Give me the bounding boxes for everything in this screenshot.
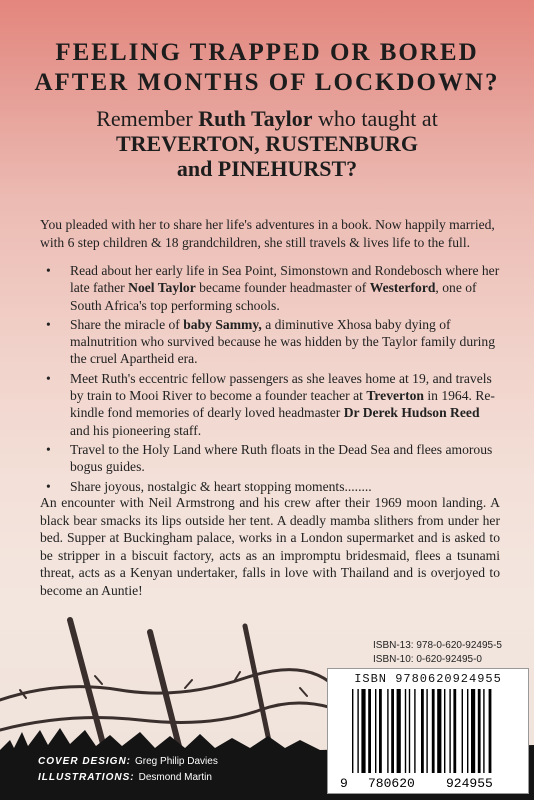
bullet-bold: Westerford [369, 280, 436, 296]
cover-design-label: COVER DESIGN: [38, 756, 132, 767]
illustrations-label: ILLUSTRATIONS: [38, 772, 135, 783]
subheading [0, 106, 534, 181]
bullet-text: Share joyous, nostalgic & heart stopping moments........ [70, 478, 372, 494]
bullet-text: and his pioneering staff. [70, 422, 202, 438]
bullet-text: Meet Ruth's eccentric fellow passengers as she leaves home at 19, and travels by train to Mooi River to become a founder teacher at [70, 370, 492, 404]
list-item [40, 262, 500, 314]
list-item [40, 441, 500, 476]
list-item [40, 316, 500, 368]
bullet-bold: Dr Derek Hudson Reed [343, 405, 480, 421]
bullet-text: Read about her early life in Sea Point, Simonstown and Rondebosch where her late father [70, 263, 500, 296]
bullet-bold: baby Sammy, [183, 316, 262, 332]
headline-line-1: FEELING TRAPPED OR BORED [55, 39, 479, 66]
bullet-text: , one of South Africa's top performing schools. [70, 280, 477, 313]
illustrations-name: Desmond Martin [138, 772, 212, 783]
bullet-text: Travel to the Holy Land where Ruth floats in the Dead Sea and flees amorous bogus guides. [70, 441, 493, 475]
barcode-group-1: 780620 [368, 776, 415, 791]
bullet-bold: Noel Taylor [128, 280, 196, 296]
barcode-box [327, 668, 529, 794]
cover-design-name: Greg Philip Davies [135, 756, 218, 767]
schools-line-1: TREVERTON, RUSTENBURG [116, 131, 418, 156]
barcode-digit-0: 9 [340, 776, 348, 791]
highlights-list [40, 262, 500, 497]
schools-line-2: and PINEHURST? [176, 156, 358, 181]
outro-paragraph: An encounter with Neil Armstrong and his crew after their 1969 moon landing. A black bear smacks its lips outside her tent. A deadly mamba slithers from under her bed. Supper at Buckingham palace, works in a London supermarket and is asked to be stripper in a biscuit factory, acts as an impromptu bridesmaid, flees a tsunami threat, acts as a Kenyan undertaker, falls in love with Thailand and is overjoyed to become an Auntie! [40, 495, 500, 598]
subheading-post: who taught at [312, 106, 438, 131]
list-item [40, 478, 500, 495]
headline-line-2: AFTER MONTHS OF LOCKDOWN? [34, 69, 500, 96]
intro-paragraph: You pleaded with her to share her life's adventures in a book. Now happily married, with 6 step children & 18 grandchildren, she still travels & lives life to the full. [40, 217, 495, 250]
isbn-10: ISBN-10: 0-620-92495-0 [373, 654, 482, 665]
barcode-group-2: 924955 [446, 776, 493, 791]
barcode-isbn-label: ISBN 9780620924955 [354, 672, 502, 686]
isbn-13: ISBN-13: 978-0-620-92495-5 [373, 640, 502, 651]
list-item [40, 370, 500, 439]
cover-design-credit [38, 756, 218, 767]
bullet-text: in 1964. Re-kindle fond memories of dearly loved headmaster [70, 388, 495, 421]
bullet-text: became founder headmaster of [195, 280, 370, 296]
subheading-pre: Remember [96, 106, 199, 131]
headline [0, 38, 534, 98]
bullet-text: Share the miracle of [70, 316, 184, 332]
author-name: Ruth Taylor [198, 106, 313, 131]
barcode-icon [328, 669, 528, 793]
bullet-bold: Treverton [366, 388, 424, 404]
bullet-text: a diminutive Xhosa baby dying of malnutrition who survived because he was hidden by the Taylor family during the cruel Apartheid era. [70, 316, 496, 367]
illustrations-credit [38, 772, 212, 783]
